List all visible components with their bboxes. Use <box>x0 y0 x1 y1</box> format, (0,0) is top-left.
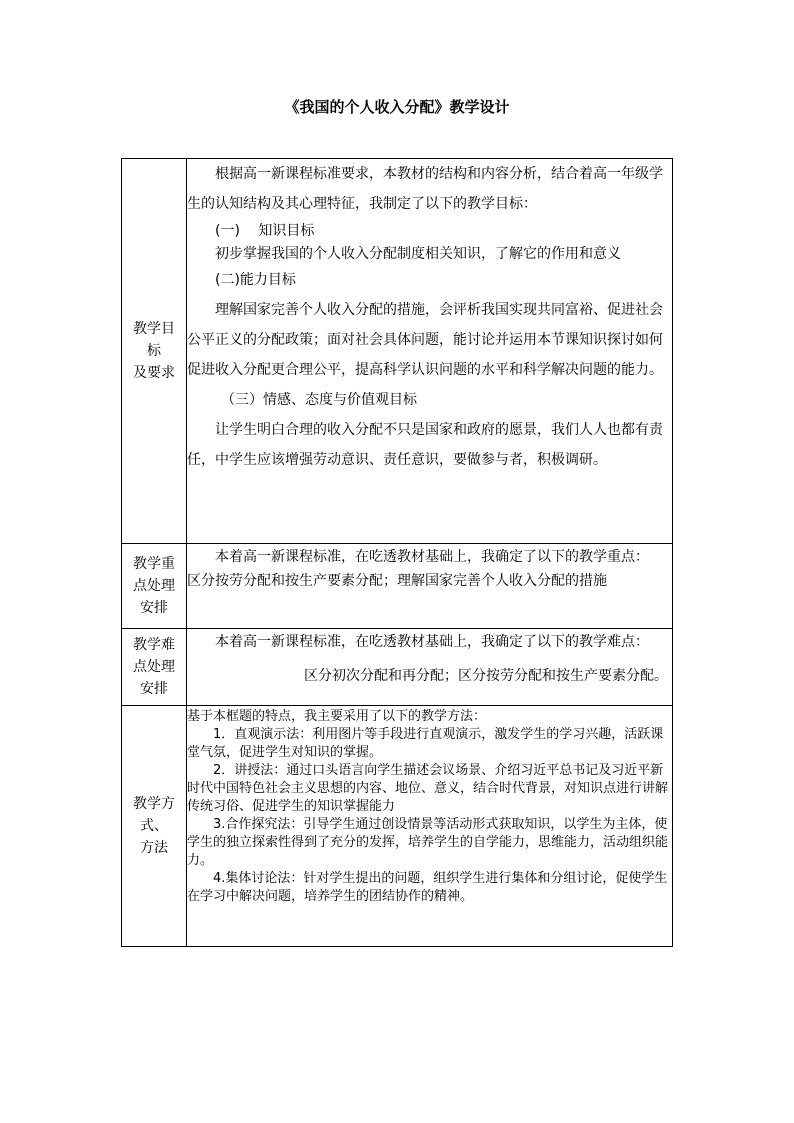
goals-attitude-text: 让学生明白合理的收入分配不只是国家和政府的愿景，我们人人也都有责任，中学生应该增强劳动意识、责任意识，要做参与者，积极调研。 <box>187 422 663 468</box>
table-row-goals <box>122 159 673 544</box>
key-points-body: 区分按劳分配和按生产要素分配；理解国家完善个人收入分配的措施 <box>187 573 607 589</box>
label-line: 方法 <box>140 840 168 856</box>
table-row-key-points <box>122 544 673 629</box>
row-label-methods <box>122 706 187 947</box>
goals-heading-ability: (二)能力目标 <box>215 272 296 288</box>
label-line: 标 <box>147 343 161 359</box>
row-content-goals <box>187 159 673 544</box>
goals-knowledge-text: 初步掌握我国的个人收入分配制度相关知识，了解它的作用和意义 <box>215 246 621 262</box>
row-content-difficulties <box>187 629 673 706</box>
document-title: 《我国的个人收入分配》教学设计 <box>284 98 510 116</box>
method-item: 1．直观演示法：利用图片等手段进行直观演示，激发学生的学习兴趣，活跃课堂气氛，促进学生对知识的掌握。 <box>187 727 664 760</box>
goals-ability-text: 理解国家完善个人收入分配的措施，会评析我国实现共同富裕、促进社会公平正义的分配政策；面对社会具体问题，能讨论并运用本节课知识探讨如何促进收入分配更合理公平，提高科学认识问题的水平和科学解决问题的能力。 <box>187 302 663 378</box>
label-line: 安排 <box>140 600 168 616</box>
row-content-key-points <box>187 544 673 629</box>
key-points-intro: 本着高一新课程标准，在吃透教材基础上，我确定了以下的教学重点： <box>215 549 649 565</box>
method-item: 3.合作探究法：引导学生通过创设情景等活动形式获取知识，以学生为主体，使学生的独立探索性得到了充分的发挥，培养学生的自学能力，思维能力，活动组织能力。 <box>187 817 669 868</box>
goals-intro: 根据高一新课程标准要求，本教材的结构和内容分析，结合着高一年级学生的认知结构及其心理特征，我制定了以下的教学目标： <box>187 166 663 212</box>
label-line: 安排 <box>140 681 168 697</box>
label-line: 点处理 <box>133 659 175 675</box>
goals-heading-knowledge: (一) 知识目标 <box>215 223 315 239</box>
label-line: 及要求 <box>133 365 175 381</box>
lesson-plan-table <box>121 158 673 947</box>
label-line: 教学目 <box>133 321 175 337</box>
label-line: 教学重 <box>133 556 175 572</box>
method-item: 4.集体讨论法：针对学生提出的问题，组织学生进行集体和分组讨论，促使学生在学习中解决问题，培养学生的团结协作的精神。 <box>187 871 668 904</box>
goals-heading-attitude: （三）情感、态度与价值观目标 <box>221 392 417 408</box>
row-label-key-points <box>122 544 187 629</box>
label-line: 点处理 <box>133 578 175 594</box>
row-label-goals <box>122 159 187 544</box>
difficulties-intro: 本着高一新课程标准，在吃透教材基础上，我确定了以下的教学难点： <box>215 634 649 650</box>
methods-intro: 基于本框题的特点，我主要采用了以下的教学方法： <box>187 709 487 724</box>
method-item: 2．讲授法：通过口头语言向学生描述会议场景、介绍习近平总书记及习近平新时代中国特色社会主义思想的内容、地位、意义，结合时代背景，对知识点进行讲解传统习俗、促进学生的知识掌握能力 <box>187 763 669 814</box>
table-row-methods <box>122 706 673 947</box>
row-content-methods <box>187 706 673 947</box>
table-row-difficulties <box>122 629 673 706</box>
label-line: 教学方 <box>133 796 175 812</box>
difficulties-body: 区分初次分配和再分配；区分按劳分配和按生产要素分配。 <box>304 668 668 684</box>
label-line: 教学难 <box>133 637 175 653</box>
label-line: 式、 <box>140 818 168 834</box>
row-label-difficulties <box>122 629 187 706</box>
